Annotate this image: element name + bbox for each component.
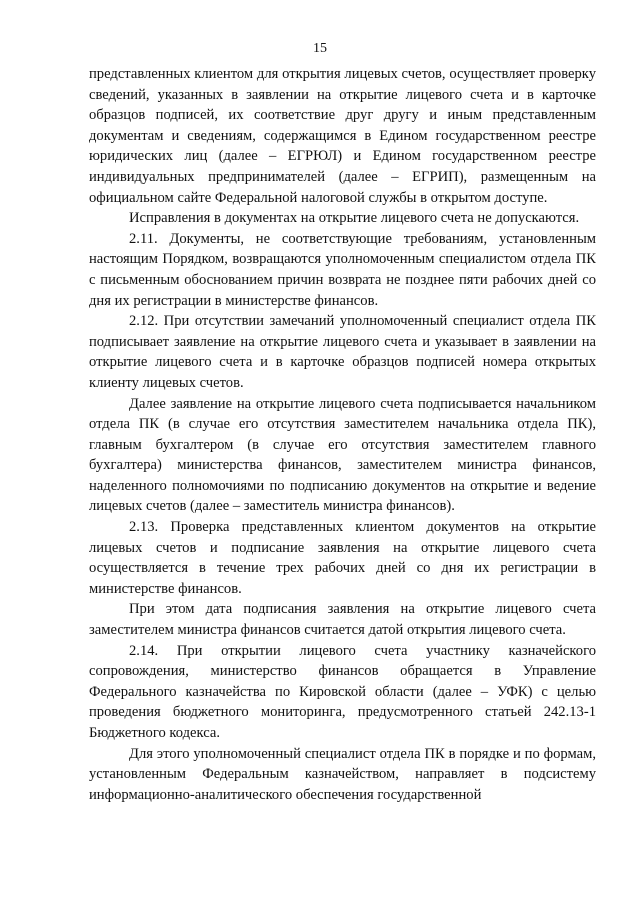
paragraph-2-13: 2.13. Проверка представленных клиентом документов на открытие лицевых счетов и подписание заявления на открытие лицевого счета осуществляется в течение трех рабочих дней со дня их регистрации в министерстве финансов.: [89, 519, 596, 597]
paragraph-application-signing: Далее заявление на открытие лицевого счета подписывается начальником отдела ПК (в случае его отсутствия заместителем начальника отдела ПК), главным бухгалтером (в случае его отсутствия заместителем главного бухгалтера) министерства финансов, заместителем министра финансов, наделенного полномочиями по подписанию документов на открытие и ведение лицевых счетов (далее – заместитель министра финансов).: [89, 395, 596, 515]
paragraph-2-11: 2.11. Документы, не соответствующие требованиям, установленным настоящим Порядком, возвращаются уполномоченным специалистом отдела ПК с письменным обоснованием причин возврата не позднее пяти рабочих дней со дня их регистрации в министерстве финансов.: [89, 230, 596, 309]
document-body: [89, 64, 596, 805]
paragraph-2-12: 2.12. При отсутствии замечаний уполномоченный специалист отдела ПК подписывает заявление на открытие лицевого счета и указывает в заявлении на открытие лицевого счета и в карточке образцов подписей номера открытых клиенту лицевых счетов.: [89, 313, 596, 391]
paragraph-corrections-not-allowed: Исправления в документах на открытие лицевого счета не допускаются.: [129, 210, 580, 227]
paragraph-continuation: представленных клиентом для открытия лицевых счетов, осуществляет проверку сведений, указанных в заявлении на открытие лицевого счета и в карточке образцов подписей, их соответствие друг другу и иным представленным документам и сведениям, содержащимся в Едином государственном реестре юридических лиц (далее – ЕГРЮЛ) и Едином государственном реестре индивидуальных предпринимателей (далее – ЕГРИП), размещенным на официальном сайте Федеральной налоговой службы в открытом доступе.: [89, 66, 596, 206]
paragraph-opening-date: При этом дата подписания заявления на открытие лицевого счета заместителем министра финансов считается датой открытия лицевого счета.: [89, 601, 596, 639]
page-number: 15: [313, 41, 327, 56]
paragraph-monitoring-procedure: Для этого уполномоченный специалист отдела ПК в порядке и по формам, установленным Федеральным казначейством, направляет в подсистему информационно-аналитического обеспечения государственной: [89, 745, 596, 803]
paragraph-2-14: 2.14. При открытии лицевого счета участнику казначейского сопровождения, министерство финансов обращается в Управление Федерального казначейства по Кировской области (далее – УФК) с целью проведения бюджетного мониторинга, предусмотренного статьей 242.13-1 Бюджетного кодекса.: [89, 642, 596, 741]
